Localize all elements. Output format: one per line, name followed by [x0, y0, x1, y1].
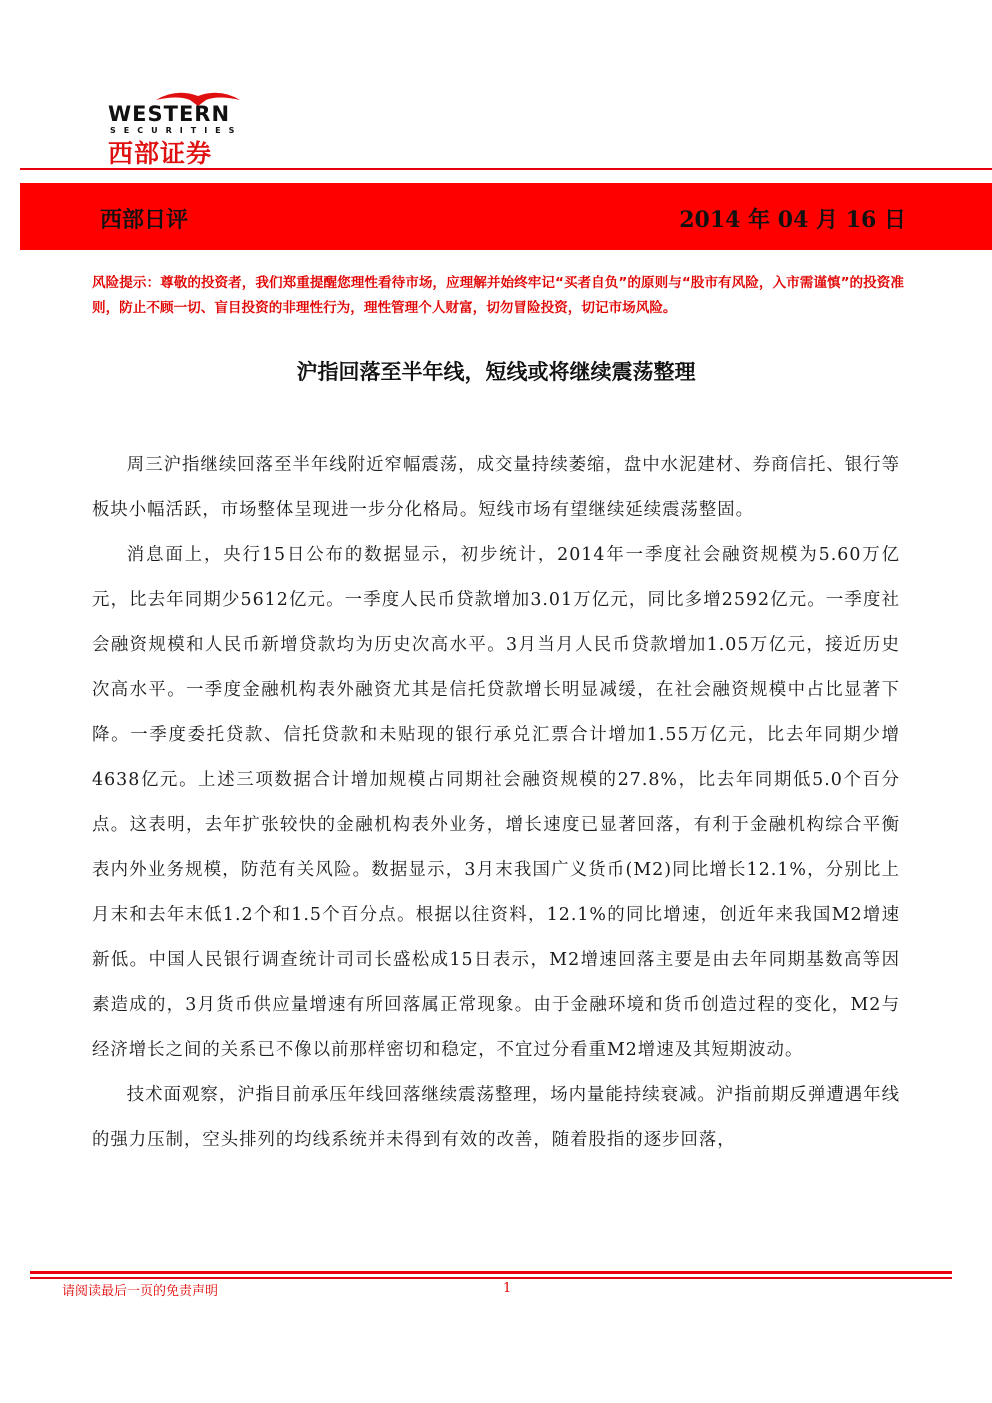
logo-chinese-name: 西部证券 [108, 139, 213, 168]
article-body [92, 443, 900, 1163]
risk-notice: 风险提示：尊敬的投资者，我们郑重提醒您理性看待市场，应理解并始终牢记“买者自负”的原则与“股市有风险，入市需谨慎”的投资准则，防止不顾一切、盲目投资的非理性行为，理性管理个人财富，切勿冒险投资，切记市场风险。 [92, 275, 904, 316]
paragraph: 技术面观察，沪指目前承压年线回落继续震荡整理，场内量能持续衰减。沪指前期反弹遭遇年线的强力压制，空头排列的均线系统并未得到有效的改善，随着股指的逐步回落， [92, 1085, 900, 1150]
report-series-title: 西部日评 [100, 207, 189, 233]
western-securities-logo [106, 86, 282, 166]
page-number: 1 [503, 1281, 512, 1296]
paragraph: 消息面上，央行15日公布的数据显示，初步统计，2014年一季度社会融资规模为5.60万亿元，比去年同期少5612亿元。一季度人民币贷款增加3.01万亿元，同比多增2592亿元。一季度社会融资规模和人民币新增贷款均为历史次高水平。3月当月人民币贷款增加1.05万亿元，接近历史次高水平。一季度金融机构表外融资尤其是信托贷款增长明显减缓，在社会融资规模中占比显著下降。一季度委托贷款、信托贷款和未贴现的银行承兑汇票合计增加1.55万亿元，比去年同期少增4638亿元。上述三项数据合计增加规模占同期社会融资规模的27.8%，比去年同期低5.0个百分点。这表明，去年扩张较快的金融机构表外业务，增长速度已显著回落，有利于金融机构综合平衡表内外业务规模，防范有关风险。数据显示，3月末我国广义货币(M2)同比增长12.1%，分别比上月末和去年末低1.2个和1.5个百分点。根据以往资料，12.1%的同比增速，创近年来我国M2增速新低。中国人民银行调查统计司司长盛松成15日表示，M2增速回落主要是由去年同期基数高等因素造成的，3月货币供应量增速有所回落属正常现象。由于金融环境和货币创造过程的变化，M2与经济增长之间的关系已不像以前那样密切和稳定，不宜过分看重M2增速及其短期波动。 [92, 545, 900, 1060]
logo-securities-text: SECURITIES [110, 126, 243, 135]
header-band [20, 183, 992, 250]
page-title: 沪指回落至半年线，短线或将继续震荡整理 [296, 359, 696, 384]
header-rule [20, 168, 992, 170]
paragraph: 周三沪指继续回落至半年线附近窄幅震荡，成交量持续萎缩，盘中水泥建材、券商信托、银行等板块小幅活跃，市场整体呈现进一步分化格局。短线市场有望继续延续震荡整固。 [92, 455, 900, 520]
report-date: 2014 年 04 月 16 日 [679, 207, 906, 233]
footer-rule [30, 1271, 952, 1274]
logo-english-name: WESTERN [108, 102, 231, 126]
footer-disclaimer: 请阅读最后一页的免责声明 [62, 1284, 219, 1299]
footer-rule-thin [30, 1277, 952, 1279]
